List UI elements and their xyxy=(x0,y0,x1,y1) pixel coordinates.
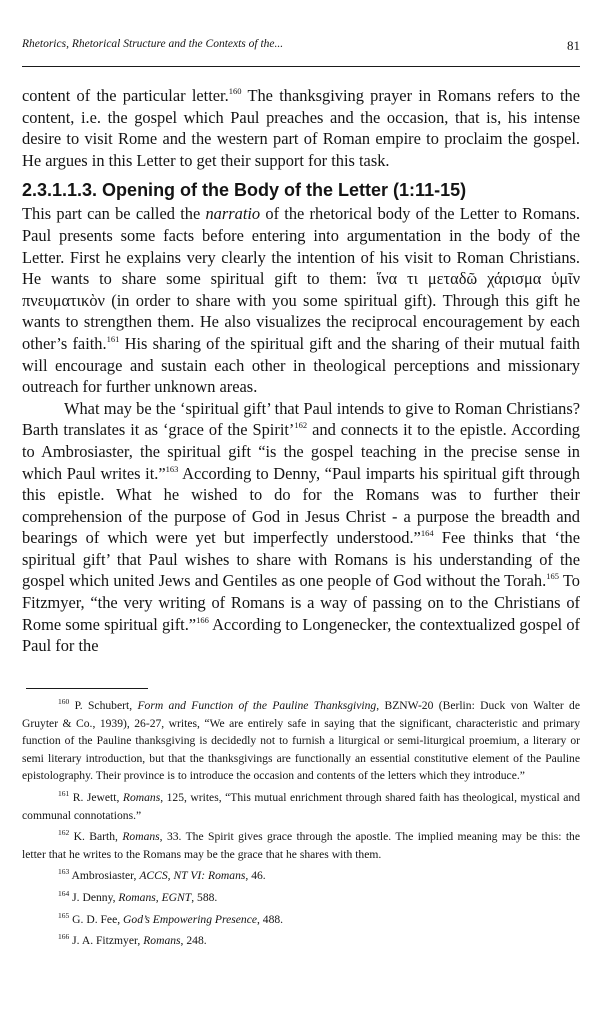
text-span: and connects it to the epistle. According to Ambrosiaster, the spiritual gift “is the gospel teaching in the precise sense in which Paul writes it.” xyxy=(22,420,580,483)
header-rule xyxy=(22,66,580,67)
section-heading: 2.3.1.1.3. Opening of the Body of the Letter (1:11-15) xyxy=(22,180,467,201)
text-span: , 33. The Spirit gives grace through the apostle. The implied meaning may be this: the letter that he writes to the Romans may be the grace that he shares with them. xyxy=(22,830,581,861)
text-span: To Fitzmyer, “the very writing of Romans is a way of passing on to the Christians of Rome some spiritual gift.” xyxy=(22,571,580,634)
footnote-number: 165 xyxy=(58,910,70,920)
footnote-163 xyxy=(22,867,580,885)
work-title: Romans xyxy=(122,830,160,844)
italic-term: narratio xyxy=(205,204,261,224)
footnote-ref-163: 163 xyxy=(165,463,179,474)
main-text xyxy=(22,85,580,657)
footnote-number: 162 xyxy=(58,828,70,838)
work-title: Romans, EGNT xyxy=(118,890,192,904)
text-span: J. A. Fitzmyer, xyxy=(69,934,144,948)
text-span: Fee thinks that ‘the spiritual gift’ that Paul wishes to share with Romans is his understanding of the gospel which united Jews and Gentiles as one people of God without the Torah. xyxy=(22,528,580,591)
text-span: P. Schubert, xyxy=(69,699,138,712)
running-head xyxy=(22,38,580,58)
footnote-number: 164 xyxy=(58,888,70,898)
text-span: His sharing of the spiritual gift and the sharing of their mutual faith will encourage and sustain each other in theological perceptions and missionary outreach for further unknown areas. xyxy=(22,333,580,397)
work-title: God’s Empowering Presence xyxy=(123,912,257,926)
text-span: of the rhetorical body of the Letter to Romans. Paul presents some facts before entering into argumentation in the body of the Letter. First he explains very clearly the intention of his visit to Roman Christians. He wants to share some spiritual gift to them: ἵνα τι μεταδῶ χάρισμα ὑμῖν πνευματικὸν (in order to share with you some spiritual gift). Through this gift he wants to strengthen them. He also visualizes the reciprocal encouragement by each other’s faith. xyxy=(22,204,580,353)
work-title: Romans xyxy=(143,934,181,948)
footnote-ref-164: 164 xyxy=(420,528,434,539)
text-span: J. Denny, xyxy=(69,890,119,904)
footnote-number: 166 xyxy=(58,932,70,942)
text-span: , 588. xyxy=(191,890,218,904)
page-number: 81 xyxy=(567,38,580,53)
footnote-161 xyxy=(22,789,580,824)
paragraph-3 xyxy=(22,398,580,657)
footnote-164 xyxy=(22,889,580,907)
work-title: Romans xyxy=(122,790,161,804)
footnote-number: 161 xyxy=(58,788,70,798)
text-span: , 46. xyxy=(245,869,266,883)
book-page xyxy=(22,0,580,1024)
work-title: Form and Function of the Pauline Thanksgiving xyxy=(137,699,377,712)
text-span: According to Denny, “Paul imparts his spiritual gift through this epistle. What he wished to do for the Romans was to further their comprehension of the purpose of God in Jesus Christ - a purpose the breadth and bearings of which were yet but imperfectly understood.” xyxy=(22,463,581,548)
text-span: According to Longenecker, the contextualized gospel of Paul for the xyxy=(22,614,580,656)
paragraph-1 xyxy=(22,85,580,171)
footnote-165 xyxy=(22,911,580,929)
footnote-number: 160 xyxy=(58,697,70,706)
footnote-ref-162: 162 xyxy=(294,420,308,431)
footnote-ref-161: 161 xyxy=(106,333,120,344)
footnote-162 xyxy=(22,828,580,863)
footnote-rule xyxy=(26,688,148,689)
text-span: , 488. xyxy=(256,912,284,926)
footnote-166 xyxy=(22,932,580,950)
text-span: R. Jewett, xyxy=(69,790,123,804)
text-span: , BZNW-20 (Berlin: Duck von Walter de Gruyter & Co., 1939), 26-27, writes, “We are entirely safe in saying that the significant, characteristic and primary function of the Pauline thanksgiving is decidedly not to furnish a liturgical or semi-liturgical proemium, a literary or semi literary introduction, but that the thanksgivings are functionally an essential constitutive element of the Pauline epistolography. Their province is to introduce the occasion and contents of the letters which they introduce.” xyxy=(22,699,581,783)
text-span: , 125, writes, “This mutual enrichment through shared faith has theological, mystical and communal connotations.” xyxy=(22,790,581,822)
footnote-ref-165: 165 xyxy=(546,571,559,582)
text-span: What may be the ‘spiritual gift’ that Paul intends to give to Roman Christians? Barth translates it as ‘grace of the Spirit’ xyxy=(22,398,580,440)
paragraph-2 xyxy=(22,203,580,397)
text-span: content of the particular letter. xyxy=(22,86,229,105)
running-title: Rhetorics, Rhetorical Structure and the Contexts of the... xyxy=(22,38,284,50)
footnotes xyxy=(22,697,580,954)
work-title: ACCS, NT VI: Romans xyxy=(139,869,246,883)
footnote-160 xyxy=(22,697,580,785)
text-span: G. D. Fee, xyxy=(69,912,124,926)
footnote-ref-166: 166 xyxy=(196,614,209,625)
footnote-ref-160: 160 xyxy=(228,86,242,96)
text-span: This part can be called the xyxy=(22,204,206,224)
text-span: , 248. xyxy=(180,934,207,948)
text-span: Ambrosiaster, xyxy=(69,869,140,883)
text-span: K. Barth, xyxy=(69,830,123,844)
footnote-number: 163 xyxy=(58,867,70,877)
text-span: The thanksgiving prayer in Romans refers to the content, i.e. the gospel which Paul preaches and the occasion, that is, his intense desire to visit Rome and the western part of Roman empire to proclaim the gospel. He argues in this Letter to get their support for this task. xyxy=(22,86,581,170)
